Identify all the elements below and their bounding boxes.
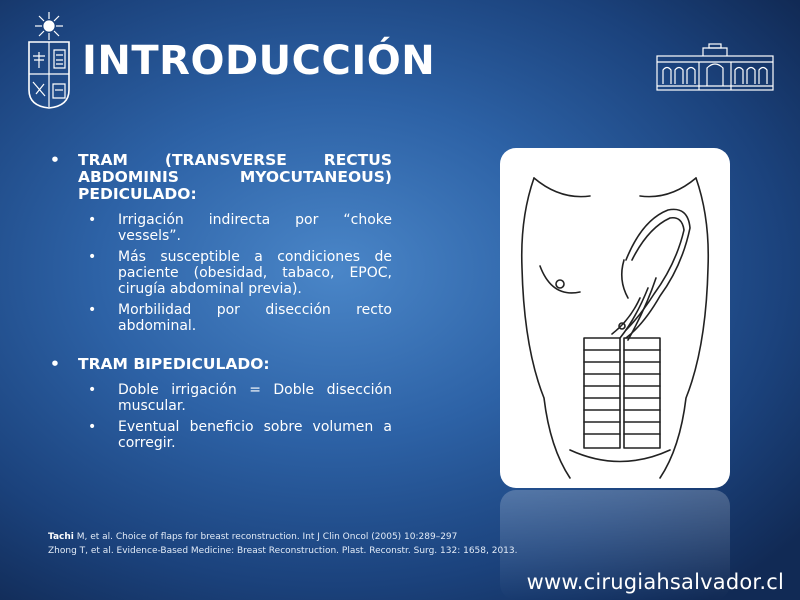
tram-flap-illustration xyxy=(500,148,730,488)
references xyxy=(48,530,518,558)
bullet-icon: • xyxy=(88,419,97,435)
torso-drawing xyxy=(500,148,730,488)
list-item xyxy=(48,382,392,414)
content-list xyxy=(48,152,392,451)
reference-text: M, et al. Choice of flaps for breast reconstruction. Int J Clin Oncol (2005) 10:289–297 xyxy=(73,532,458,542)
list-item-text: Eventual beneficio sobre volumen a corregir. xyxy=(118,419,392,451)
reference-item xyxy=(48,530,518,544)
bullet-icon: • xyxy=(50,355,60,373)
website-url: www.cirugiahsalvador.cl xyxy=(526,570,784,594)
list-item-text: Morbilidad por disección recto abdominal. xyxy=(118,302,392,334)
list-item xyxy=(48,302,392,334)
university-crest-icon xyxy=(24,10,74,110)
list-item xyxy=(48,212,392,244)
reference-author: Tachi xyxy=(48,532,74,542)
section-heading-text: TRAM BIPEDICULADO: xyxy=(78,355,270,373)
bullet-icon: • xyxy=(50,151,60,169)
hospital-building-icon xyxy=(655,42,775,92)
section-heading-text: TRAM (TRANSVERSE RECTUS ABDOMINIS MYOCUTANEOUS) PEDICULADO: xyxy=(78,151,392,203)
bullet-icon: • xyxy=(88,302,97,318)
section-heading xyxy=(48,152,392,203)
list-item-text: Irrigación indirecta por “choke vessels”. xyxy=(118,212,392,244)
list-item xyxy=(48,249,392,297)
list-item-text: Doble irrigación = Doble disección muscular. xyxy=(118,382,392,414)
section-heading xyxy=(48,356,392,373)
list-item xyxy=(48,419,392,451)
bullet-icon: • xyxy=(88,212,97,228)
bullet-icon: • xyxy=(88,249,97,265)
slide-title: INTRODUCCIÓN xyxy=(82,38,436,84)
reference-text: Zhong T, et al. Evidence-Based Medicine: Breast Reconstruction. Plast. Reconstr. Surg. 132: 1658, 2013. xyxy=(48,546,518,556)
reference-item xyxy=(48,544,518,558)
bullet-icon: • xyxy=(88,382,97,398)
list-item-text: Más susceptible a condiciones de paciente (obesidad, tabaco, EPOC, cirugía abdominal previa). xyxy=(118,249,392,297)
